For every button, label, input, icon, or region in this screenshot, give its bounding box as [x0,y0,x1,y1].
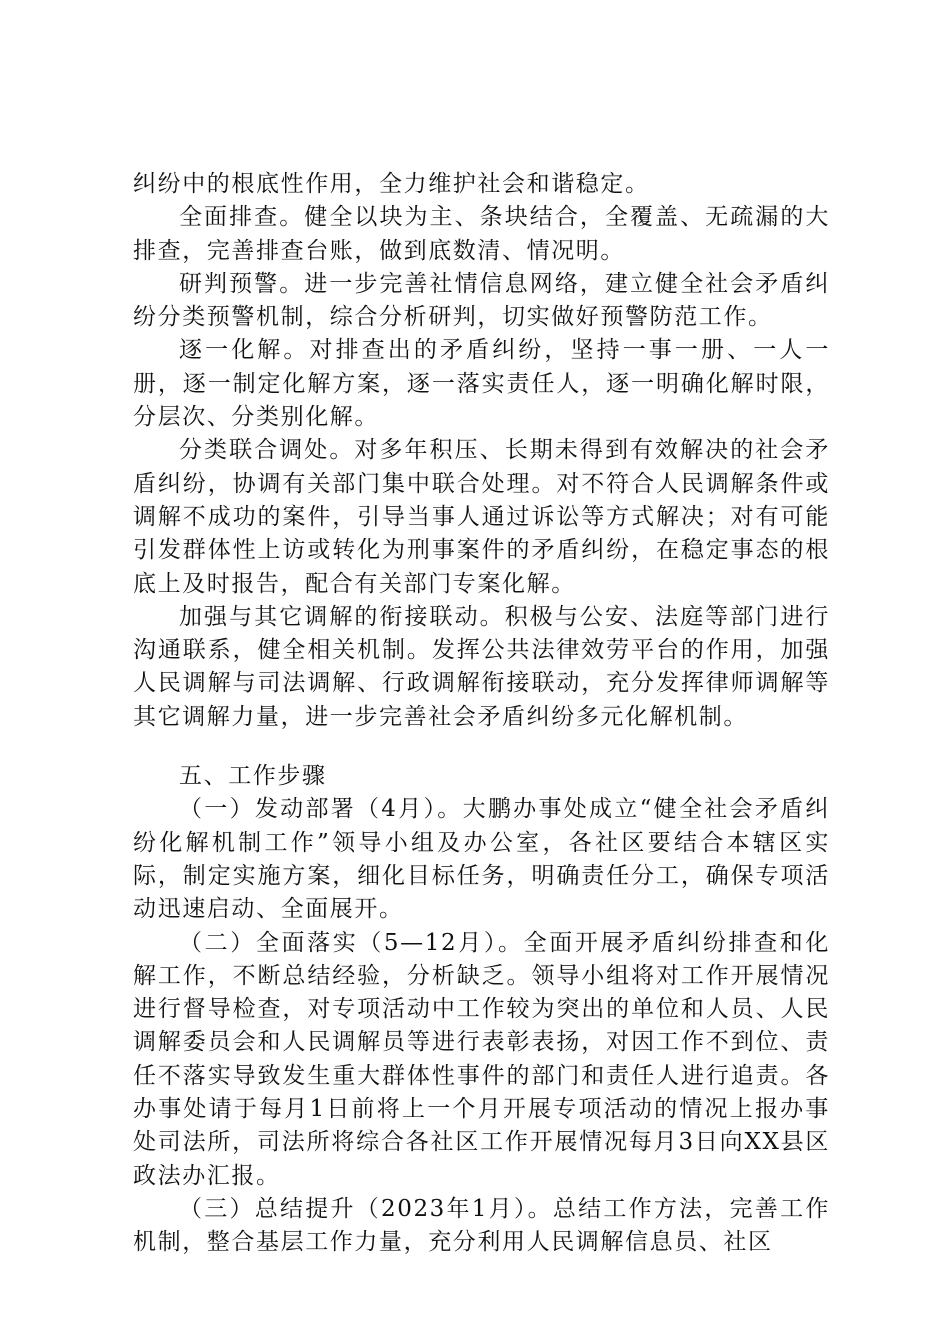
paragraph-early-warning: 研判预警。进一步完善社情信息网络，建立健全社会矛盾纠纷分类预警机制，综合分析研判，切实做好预警防范工作。 [133,270,830,331]
paragraph-mediation-linkage: 加强与其它调解的衔接联动。积极与公安、法庭等部门进行沟通联系，健全相关机制。发挥公共法律效劳平台的作用，加强人民调解与司法调解、行政调解衔接联动，充分发挥律师调解等其它调解力量，进一步完善社会矛盾纠纷多元化解机制。 [133,603,830,730]
step-mobilization: （一）发动部署（4月）。大鹏办事处成立“健全社会矛盾纠纷化解机制工作”领导小组及办公室，各社区要结合本辖区实际，制定实施方案，细化目标任务，明确责任分工，确保专项活动迅速启动、全面展开。 [133,796,830,923]
document-body [133,168,830,1260]
section-heading-work-steps: 五、工作步骤 [179,763,327,790]
paragraph-comprehensive-investigation: 全面排查。健全以块为主、条块结合，全覆盖、无疏漏的大排查，完善排查台账，做到底数清、情况明。 [133,204,830,264]
paragraph-joint-mediation: 分类联合调处。对多年积压、长期未得到有效解决的社会矛盾纠纷，协调有关部门集中联合处理。对不符合人民调解条件或调解不成功的案件，引导当事人通过诉讼等方式解决；对有可能引发群体性上访或转化为刑事案件的矛盾纠纷，在稳定事态的根底上及时报告，配合有关部门专案化解。 [133,437,830,597]
step-summary: （三）总结提升（2023年1月）。总结工作方法，完善工作机制，整合基层工作力量，充分利用人民调解信息员、社区 [133,1195,830,1256]
paragraph-continuation: 纠纷中的根底性作用，全力维护社会和谐稳定。 [133,171,650,197]
step-implementation: （二）全面落实（5—12月）。全面开展矛盾纠纷排查和化解工作，不断总结经验，分析缺乏。领导小组将对工作开展情况进行督导检查，对专项活动中工作较为突出的单位和人员、人民调解委员会和人民调解员等进行表彰表扬，对因工作不到位、责任不落实导致发生重大群体性事件的部门和责任人进行追责。各办事处请于每月1日前将上一个月开展专项活动的情况上报办事处司法所，司法所将综合各社区工作开展情况每月3日向XX县区政法办汇报。 [133,929,830,1189]
paragraph-resolve-one-by-one: 逐一化解。对排查出的矛盾纠纷，坚持一事一册、一人一册，逐一制定化解方案，逐一落实责任人，逐一明确化解时限，分层次、分类别化解。 [133,337,830,431]
